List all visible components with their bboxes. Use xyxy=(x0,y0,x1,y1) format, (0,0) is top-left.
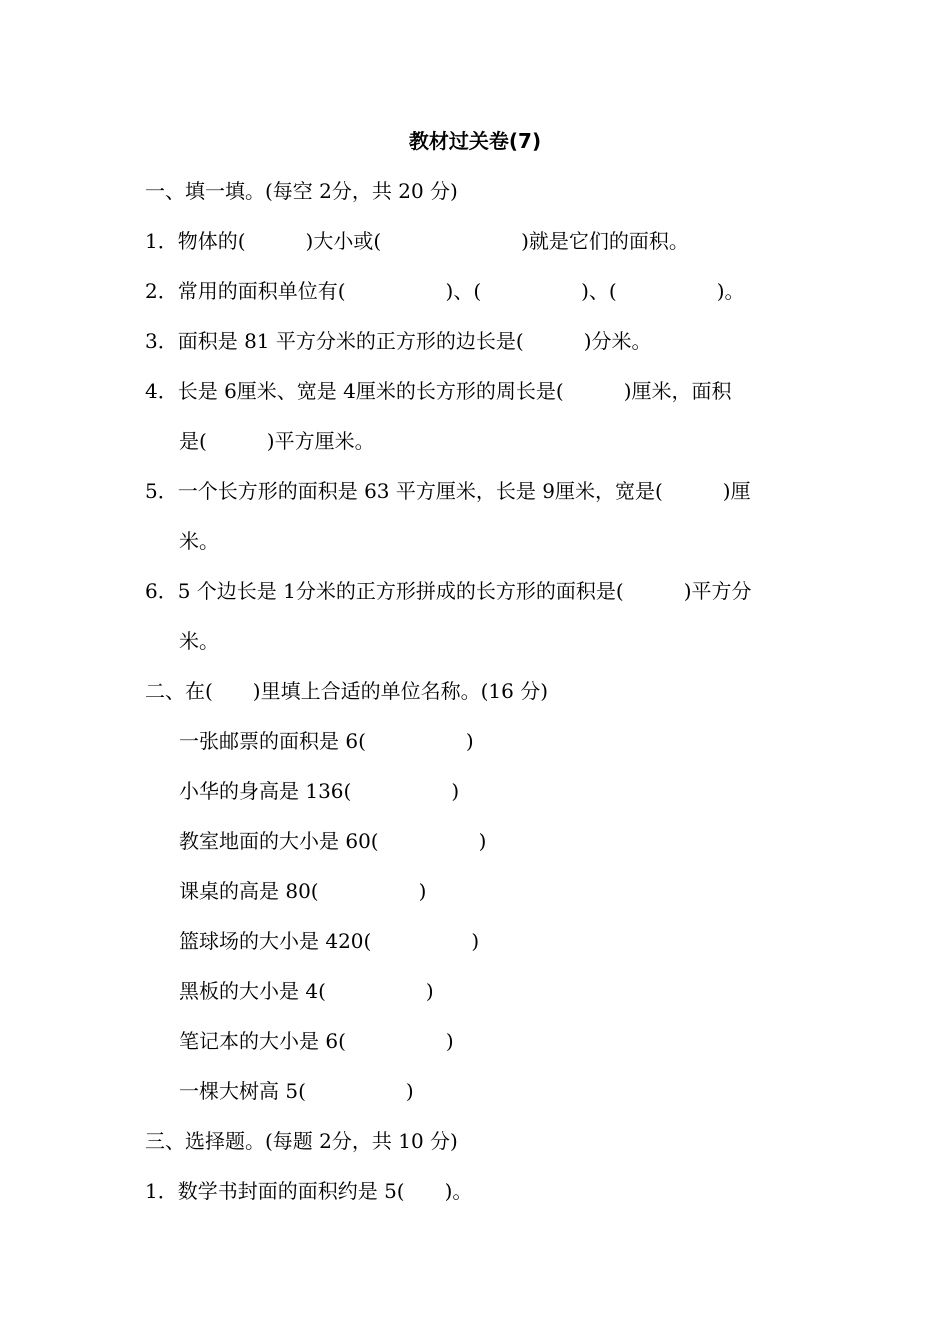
section3-question-1: 1．数学书封面的面积约是 5( )。 xyxy=(145,1179,473,1203)
section1-question-6-line2: 米。 xyxy=(179,629,219,653)
section2-item-desk-height: 课桌的高是 80( ) xyxy=(179,879,427,903)
section2-item-tree-height: 一棵大树高 5( ) xyxy=(179,1079,414,1103)
section1-question-1: 1．物体的( )大小或( )就是它们的面积。 xyxy=(145,229,689,253)
section2-item-notebook: 笔记本的大小是 6( ) xyxy=(179,1029,454,1053)
section2-item-height: 小华的身高是 136( ) xyxy=(179,779,460,803)
section1-question-4-line1: 4．长是 6厘米、宽是 4厘米的长方形的周长是( )厘米，面积 xyxy=(145,379,732,403)
section2-heading: 二、在( )里填上合适的单位名称。(16 分) xyxy=(145,679,549,703)
section1-heading: 一、填一填。(每空 2分，共 20 分) xyxy=(145,179,458,203)
section2-item-stamp: 一张邮票的面积是 6( ) xyxy=(179,729,474,753)
section1-question-4-line2: 是( )平方厘米。 xyxy=(179,429,375,453)
section2-item-blackboard: 黑板的大小是 4( ) xyxy=(179,979,434,1003)
section1-question-5-line1: 5．一个长方形的面积是 63 平方厘米，长是 9厘米，宽是( )厘 xyxy=(145,479,751,503)
section1-question-2: 2．常用的面积单位有( )、( )、( )。 xyxy=(145,279,745,303)
section1-question-5-line2: 米。 xyxy=(179,529,219,553)
page-title: 教材过关卷(7) xyxy=(408,129,542,153)
section3-heading: 三、选择题。(每题 2分，共 10 分) xyxy=(145,1129,458,1153)
section1-question-3: 3．面积是 81 平方分米的正方形的边长是( )分米。 xyxy=(145,329,652,353)
section2-item-classroom-floor: 教室地面的大小是 60( ) xyxy=(179,829,487,853)
section1-question-6-line1: 6．5 个边长是 1分米的正方形拼成的长方形的面积是( )平方分 xyxy=(145,579,752,603)
section2-item-basketball-court: 篮球场的大小是 420( ) xyxy=(179,929,480,953)
